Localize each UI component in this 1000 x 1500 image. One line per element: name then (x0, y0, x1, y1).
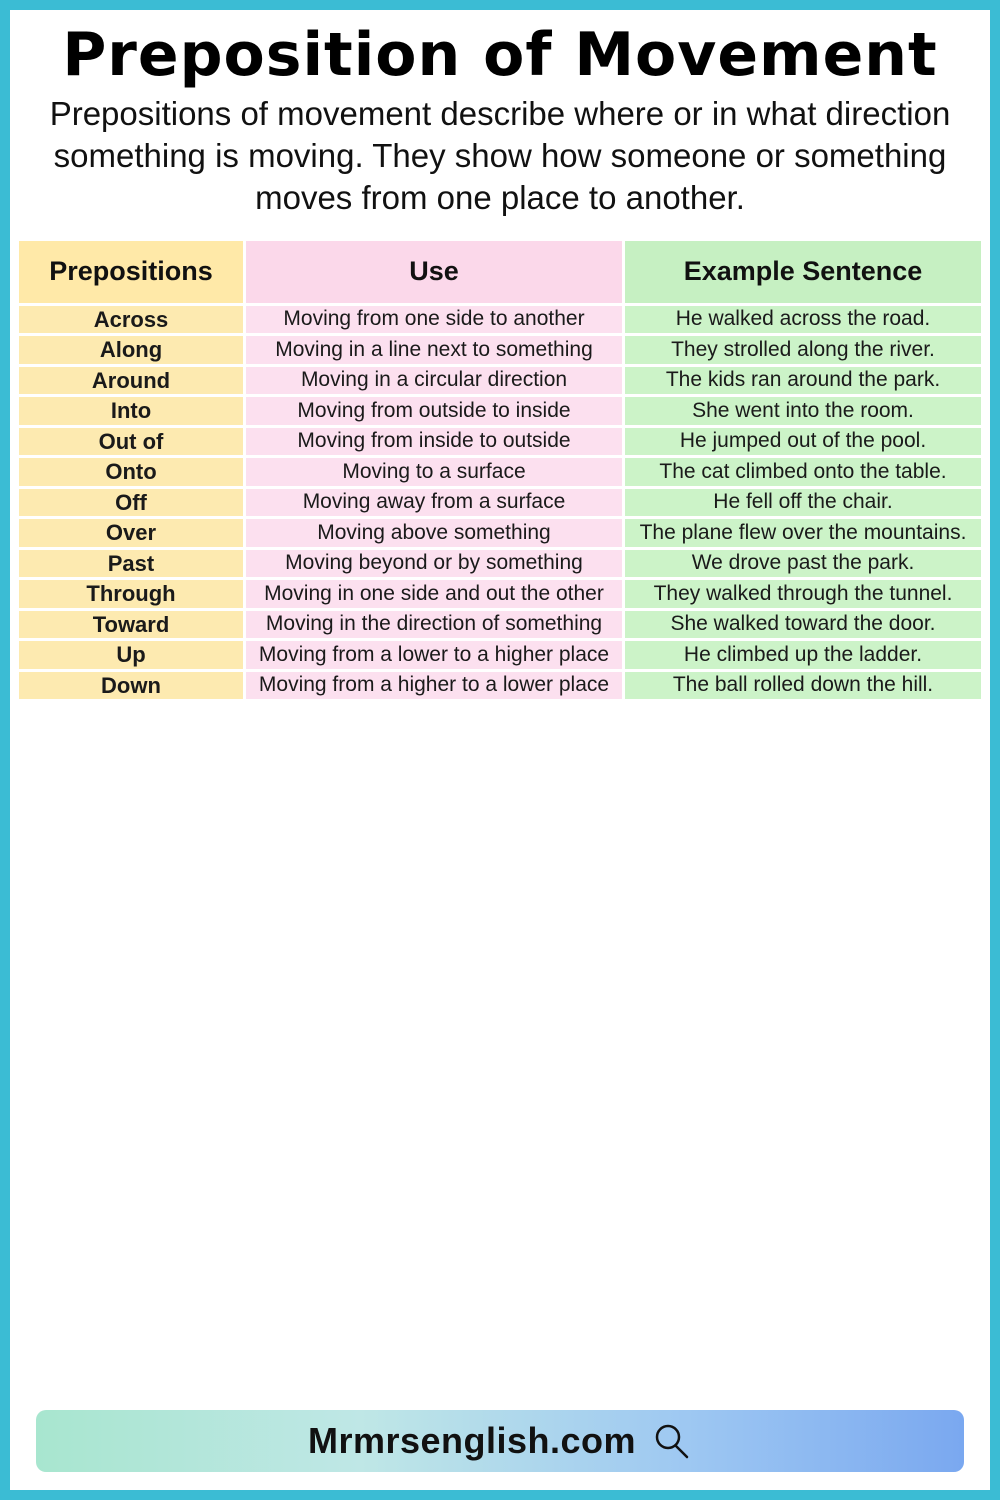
table-row (19, 611, 981, 639)
cell-preposition: Down (19, 672, 243, 700)
cell-use: Moving from one side to another (246, 306, 622, 334)
cell-preposition: Past (19, 550, 243, 578)
cell-preposition: Over (19, 519, 243, 547)
cell-example: He fell off the chair. (625, 489, 981, 517)
cell-preposition: Around (19, 367, 243, 395)
cell-example: She walked toward the door. (625, 611, 981, 639)
cell-use: Moving in one side and out the other (246, 580, 622, 608)
prepositions-table (16, 238, 984, 703)
column-header-prepositions: Prepositions (19, 241, 243, 303)
table-header-row (19, 241, 981, 303)
cell-example: The ball rolled down the hill. (625, 672, 981, 700)
worksheet-page (10, 10, 990, 1490)
cell-example: He climbed up the ladder. (625, 641, 981, 669)
table-row (19, 367, 981, 395)
cell-preposition: Toward (19, 611, 243, 639)
cell-preposition: Into (19, 397, 243, 425)
cell-use: Moving from a lower to a higher place (246, 641, 622, 669)
table-row (19, 458, 981, 486)
cell-example: The cat climbed onto the table. (625, 458, 981, 486)
search-icon (650, 1420, 692, 1462)
cell-use: Moving from outside to inside (246, 397, 622, 425)
cell-use: Moving in a line next to something (246, 336, 622, 364)
footer-site-name: Mrmrsenglish.com (307, 1420, 637, 1461)
cell-example: The plane flew over the mountains. (625, 519, 981, 547)
cell-preposition: Onto (19, 458, 243, 486)
cell-example: He jumped out of the pool. (625, 428, 981, 456)
cell-use: Moving in the direction of something (246, 611, 622, 639)
cell-use: Moving in a circular direction (246, 367, 622, 395)
table-row (19, 550, 981, 578)
cell-use: Moving above something (246, 519, 622, 547)
table-row (19, 306, 981, 334)
cell-preposition: Off (19, 489, 243, 517)
cell-example: We drove past the park. (625, 550, 981, 578)
cell-use: Moving from inside to outside (246, 428, 622, 456)
cell-use: Moving from a higher to a lower place (246, 672, 622, 700)
cell-use: Moving away from a surface (246, 489, 622, 517)
page-title: Preposition of Movement (62, 20, 938, 90)
intro-paragraph: Prepositions of movement describe where or in what direction something is moving. They show how someone or something moves from one place to another. (49, 95, 951, 217)
cell-use: Moving beyond or by something (246, 550, 622, 578)
table-row (19, 428, 981, 456)
cell-example: They walked through the tunnel. (625, 580, 981, 608)
cell-example: He walked across the road. (625, 306, 981, 334)
cell-example: She went into the room. (625, 397, 981, 425)
cell-example: The kids ran around the park. (625, 367, 981, 395)
cell-preposition: Out of (19, 428, 243, 456)
cell-preposition: Along (19, 336, 243, 364)
table-row (19, 489, 981, 517)
cell-example: They strolled along the river. (625, 336, 981, 364)
table-row (19, 519, 981, 547)
cell-preposition: Across (19, 306, 243, 334)
column-header-use: Use (246, 241, 622, 303)
table-row (19, 336, 981, 364)
cell-preposition: Up (19, 641, 243, 669)
cell-use: Moving to a surface (246, 458, 622, 486)
table-row (19, 397, 981, 425)
column-header-example: Example Sentence (625, 241, 981, 303)
table-row (19, 672, 981, 700)
footer-bar (36, 1410, 964, 1472)
table-row (19, 580, 981, 608)
cell-preposition: Through (19, 580, 243, 608)
table-row (19, 641, 981, 669)
